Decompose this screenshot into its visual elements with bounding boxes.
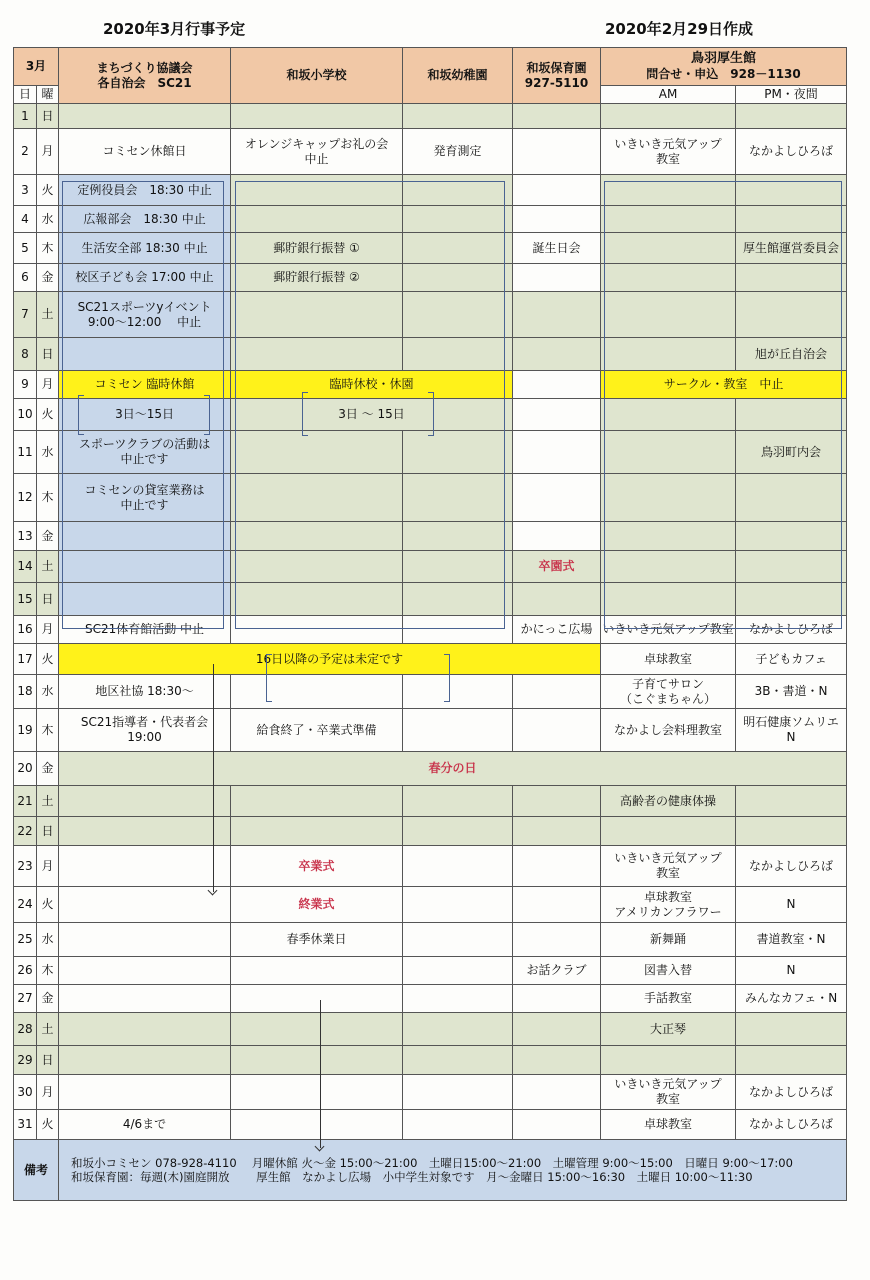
cell-nursery: [513, 1013, 601, 1046]
cell-elementary: [231, 206, 403, 233]
cell-elementary: [231, 104, 403, 129]
cell-kindergarten: [403, 264, 513, 292]
cell-kindergarten: [403, 292, 513, 338]
cell-welfare-pm: [736, 104, 847, 129]
cell-machizukuri: [59, 551, 231, 583]
day-number: 24: [14, 887, 37, 923]
cell-machizukuri: [59, 846, 231, 887]
table-row: [14, 292, 847, 338]
table-row: [14, 522, 847, 551]
cell-nursery: [513, 675, 601, 709]
table-row: [14, 1013, 847, 1046]
day-number: 8: [14, 338, 37, 371]
cell-welfare-pm: 旭が丘自治会: [736, 338, 847, 371]
cell-welfare-am: [601, 292, 736, 338]
table-row: [14, 104, 847, 129]
cell-welfare-am: いきいき元気アップ 教室: [601, 846, 736, 887]
cell-elementary: 郵貯銀行振替 ②: [231, 264, 403, 292]
cell-welfare-am: 子育てサロン （こぐまちゃん）: [601, 675, 736, 709]
cell-welfare-am: 手話教室: [601, 985, 736, 1013]
cell-elementary: 郵貯銀行振替 ①: [231, 233, 403, 264]
cell-welfare-pm: [736, 522, 847, 551]
day-number: 28: [14, 1013, 37, 1046]
cell-elementary: [231, 292, 403, 338]
day-of-week: 水: [37, 431, 59, 474]
cell-machizukuri: 校区子ども会 17:00 中止: [59, 264, 231, 292]
cell-machizukuri: [59, 522, 231, 551]
cell-welfare-pm: [736, 786, 847, 817]
day-of-week: 木: [37, 474, 59, 522]
cell-kindergarten: [403, 474, 513, 522]
day-number: 3: [14, 175, 37, 206]
cell-machizukuri: 3日～15日: [59, 399, 231, 431]
created-date: 2020年2月29日作成: [605, 20, 754, 38]
cell-machizukuri: コミセンの貸室業務は 中止です: [59, 474, 231, 522]
table-row: [14, 752, 847, 786]
cell-welfare-pm: [736, 399, 847, 431]
cell-welfare-pm: [736, 817, 847, 846]
document-title: 2020年3月行事予定: [103, 20, 246, 38]
day-number: 1: [14, 104, 37, 129]
day-number: 29: [14, 1046, 37, 1075]
day-number: 15: [14, 583, 37, 616]
cell-nursery: [513, 129, 601, 175]
day-of-week: 火: [37, 644, 59, 675]
day-of-week: 木: [37, 233, 59, 264]
cell-welfare-pm: なかよしひろば: [736, 616, 847, 644]
cell-elementary: [231, 175, 403, 206]
day-number: 23: [14, 846, 37, 887]
cell-kindergarten: [403, 675, 513, 709]
cell-kindergarten: [403, 1075, 513, 1110]
day-of-week: 土: [37, 786, 59, 817]
table-row: [14, 399, 847, 431]
cell-kindergarten: [403, 522, 513, 551]
cell-welfare-pm: 書道教室・N: [736, 923, 847, 957]
cell-welfare-pm: 3B・書道・N: [736, 675, 847, 709]
cell-elementary: 卒業式: [231, 846, 403, 887]
cell-welfare-pm: [736, 1013, 847, 1046]
table-row: [14, 583, 847, 616]
cell-welfare-am: [601, 233, 736, 264]
cell-machizukuri: [59, 1013, 231, 1046]
day-of-week: 火: [37, 1110, 59, 1140]
cell-nursery: [513, 206, 601, 233]
cell-welfare-am: なかよし会料理教室: [601, 709, 736, 752]
day-of-week: 金: [37, 985, 59, 1013]
cell-nursery: [513, 292, 601, 338]
table-row: [14, 264, 847, 292]
cell-welfare-pm: みんなカフェ・N: [736, 985, 847, 1013]
day-of-week: 火: [37, 399, 59, 431]
col-machizukuri-header: まちづくり協議会 各自治会 SC21: [59, 48, 231, 104]
day-of-week: 木: [37, 709, 59, 752]
table-row: [14, 206, 847, 233]
day-of-week: 日: [37, 817, 59, 846]
cell-kindergarten: [403, 887, 513, 923]
day-of-week: 日: [37, 1046, 59, 1075]
cell-elementary: [231, 786, 403, 817]
cell-machizukuri: [59, 1046, 231, 1075]
col-welfare-header: 鳥羽厚生館 問合せ・申込 928－1130: [601, 48, 847, 86]
day-of-week: 土: [37, 1013, 59, 1046]
cell-machizukuri: [59, 957, 231, 985]
cell-welfare-pm: なかよしひろば: [736, 1075, 847, 1110]
table-row: [14, 233, 847, 264]
cell-nursery: [513, 522, 601, 551]
cell-elementary: [231, 817, 403, 846]
cell-elementary: 春季休業日: [231, 923, 403, 957]
cell-elementary: 給食終了・卒業式準備: [231, 709, 403, 752]
day-of-week: 金: [37, 522, 59, 551]
cell-nursery: [513, 1075, 601, 1110]
cell-kindergarten: [403, 817, 513, 846]
day-of-week: 月: [37, 846, 59, 887]
cell-welfare-pm: なかよしひろば: [736, 129, 847, 175]
cell-welfare-am: [601, 522, 736, 551]
cell-nursery: [513, 399, 601, 431]
table-row: [14, 817, 847, 846]
table-row: [14, 1110, 847, 1140]
cell-kindergarten: [403, 923, 513, 957]
footer-label: 備考: [14, 1140, 59, 1201]
col-elementary-header: 和坂小学校: [231, 48, 403, 104]
day-of-week: 金: [37, 752, 59, 786]
cell-welfare-am: [601, 817, 736, 846]
cell-welfare-am: [601, 206, 736, 233]
cell-nursery: [513, 264, 601, 292]
cell-welfare-am: [601, 399, 736, 431]
cell-elementary: [231, 1110, 403, 1140]
cell-kindergarten: [403, 1013, 513, 1046]
cell-nursery: かにっこ広場: [513, 616, 601, 644]
cell-nursery: [513, 887, 601, 923]
cell-kindergarten: [403, 338, 513, 371]
table-row: [14, 431, 847, 474]
cell-elementary: [231, 551, 403, 583]
cell-kindergarten: [403, 709, 513, 752]
cell-welfare-pm: [736, 551, 847, 583]
day-of-week: 月: [37, 616, 59, 644]
cell-kindergarten: [403, 1110, 513, 1140]
table-row: [14, 709, 847, 752]
cell-machizukuri: コミセン 臨時休館: [59, 371, 231, 399]
cell-elementary: [231, 338, 403, 371]
cell-kindergarten: [403, 175, 513, 206]
cell-nursery: [513, 1046, 601, 1075]
cell-elementary: [231, 616, 403, 644]
cell-elementary: [231, 1046, 403, 1075]
cell-kindergarten: [403, 206, 513, 233]
day-number: 16: [14, 616, 37, 644]
cell-elementary: [231, 1013, 403, 1046]
cell-nursery: お話クラブ: [513, 957, 601, 985]
day-number: 11: [14, 431, 37, 474]
am-header: AM: [601, 86, 736, 104]
day-of-week: 火: [37, 887, 59, 923]
cell-elementary: 臨時休校・休園: [231, 371, 513, 399]
footer-notes: 和坂小コミセン 078-928-4110 月曜休館 火～金 15:00～21:00 土曜日15:00～21:00 土曜管理 9:00～15:00 日曜日 9:00～17:00 和坂保育園：毎週(木)園庭開放 厚生館 なかよし広場 小中学生対象です 月～金曜日 15:00～16:30 土曜日 10:00～11:30: [59, 1140, 847, 1201]
cell-nursery: [513, 474, 601, 522]
day-number: 5: [14, 233, 37, 264]
day-of-week: 水: [37, 923, 59, 957]
day-number: 19: [14, 709, 37, 752]
cell-welfare-pm: [736, 583, 847, 616]
cell-welfare-pm: 明石健康ソムリエ N: [736, 709, 847, 752]
cell-machizukuri: SC21指導者・代表者会 19:00: [59, 709, 231, 752]
cell-machizukuri: [59, 786, 231, 817]
cell-machizukuri: [59, 583, 231, 616]
cell-welfare-am: 大正琴: [601, 1013, 736, 1046]
pm-header: PM・夜間: [736, 86, 847, 104]
cell-elementary: 終業式: [231, 887, 403, 923]
cell-welfare-pm: [736, 292, 847, 338]
cell-machizukuri: [59, 887, 231, 923]
day-of-week: 土: [37, 292, 59, 338]
cell-kindergarten: [403, 233, 513, 264]
cell-nursery: [513, 817, 601, 846]
day-of-week: 月: [37, 371, 59, 399]
cell-machizukuri: [59, 817, 231, 846]
cell-kindergarten: [403, 104, 513, 129]
cell-welfare-am: [601, 583, 736, 616]
day-number: 18: [14, 675, 37, 709]
table-row: [14, 786, 847, 817]
cell-nursery: [513, 923, 601, 957]
cell-welfare-am: サークル・教室 中止: [601, 371, 847, 399]
cell-nursery: [513, 431, 601, 474]
day-of-week: 水: [37, 675, 59, 709]
day-number: 10: [14, 399, 37, 431]
cell-machizukuri: [59, 923, 231, 957]
cell-elementary: [231, 1075, 403, 1110]
notice-cell: 16日以降の予定は未定です: [59, 644, 601, 675]
col-nursery-header: 和坂保育園 927-5110: [513, 48, 601, 104]
day-number: 12: [14, 474, 37, 522]
day-number: 4: [14, 206, 37, 233]
table-row: [14, 551, 847, 583]
table-row: [14, 887, 847, 923]
cell-nursery: [513, 175, 601, 206]
cell-welfare-pm: [736, 264, 847, 292]
day-number: 7: [14, 292, 37, 338]
cell-welfare-pm: [736, 175, 847, 206]
cell-welfare-am: [601, 1046, 736, 1075]
cell-welfare-am: いきいき元気アップ 教室: [601, 1075, 736, 1110]
table-row: [14, 616, 847, 644]
table-row: [14, 923, 847, 957]
table-row: [14, 985, 847, 1013]
cell-welfare-pm: [736, 474, 847, 522]
cell-machizukuri: 4/6まで: [59, 1110, 231, 1140]
cell-kindergarten: [403, 846, 513, 887]
cell-nursery: [513, 709, 601, 752]
cell-welfare-am: [601, 264, 736, 292]
cell-nursery: [513, 583, 601, 616]
cell-machizukuri: 地区社協 18:30～: [59, 675, 231, 709]
day-number: 21: [14, 786, 37, 817]
table-row: [14, 371, 847, 399]
day-of-week: 日: [37, 104, 59, 129]
cell-welfare-am: いきいき元気アップ教室: [601, 616, 736, 644]
dow-header: 曜: [37, 86, 59, 104]
day-of-week: 火: [37, 175, 59, 206]
day-of-week: 日: [37, 583, 59, 616]
table-row: [14, 675, 847, 709]
cell-welfare-pm: 鳥羽町内会: [736, 431, 847, 474]
cell-welfare-am: [601, 175, 736, 206]
cell-nursery: [513, 104, 601, 129]
cell-nursery: [513, 371, 601, 399]
cell-welfare-pm: N: [736, 957, 847, 985]
cell-machizukuri: SC21体育館活動 中止: [59, 616, 231, 644]
cell-welfare-pm: なかよしひろば: [736, 846, 847, 887]
cell-machizukuri: [59, 338, 231, 371]
cell-welfare-am: [601, 431, 736, 474]
day-number: 26: [14, 957, 37, 985]
table-row: [14, 644, 847, 675]
day-number: 17: [14, 644, 37, 675]
cell-kindergarten: [403, 786, 513, 817]
table-row: [14, 175, 847, 206]
cell-nursery: 卒園式: [513, 551, 601, 583]
day-number: 25: [14, 923, 37, 957]
cell-welfare-am: いきいき元気アップ 教室: [601, 129, 736, 175]
cell-machizukuri: [59, 1075, 231, 1110]
cell-elementary: [231, 985, 403, 1013]
cell-kindergarten: [403, 616, 513, 644]
cell-welfare-pm: [736, 206, 847, 233]
day-of-week: 木: [37, 957, 59, 985]
cell-elementary: [231, 431, 403, 474]
cell-elementary: オレンジキャップお礼の会 中止: [231, 129, 403, 175]
day-of-week: 水: [37, 206, 59, 233]
day-of-week: 月: [37, 129, 59, 175]
cell-elementary: [231, 474, 403, 522]
cell-kindergarten: [403, 957, 513, 985]
table-row: [14, 338, 847, 371]
table-row: [14, 129, 847, 175]
day-number: 14: [14, 551, 37, 583]
cell-welfare-am: 卓球教室: [601, 644, 736, 675]
cell-nursery: [513, 786, 601, 817]
cell-elementary: [231, 522, 403, 551]
cell-kindergarten: [403, 431, 513, 474]
cell-welfare-am: [601, 551, 736, 583]
cell-nursery: [513, 985, 601, 1013]
cell-welfare-pm: 子どもカフェ: [736, 644, 847, 675]
cell-welfare-pm: N: [736, 887, 847, 923]
day-number: 9: [14, 371, 37, 399]
table-row: [14, 474, 847, 522]
cell-machizukuri: 広報部会 18:30 中止: [59, 206, 231, 233]
cell-elementary: [231, 675, 403, 709]
cell-nursery: [513, 1110, 601, 1140]
cell-welfare-am: 図書入替: [601, 957, 736, 985]
cell-machizukuri: 定例役員会 18:30 中止: [59, 175, 231, 206]
cell-kindergarten: [403, 1046, 513, 1075]
col-kindergarten-header: 和坂幼稚園: [403, 48, 513, 104]
cell-welfare-am: [601, 338, 736, 371]
table-row: [14, 1075, 847, 1110]
schedule-table: [13, 47, 847, 1201]
day-number: 31: [14, 1110, 37, 1140]
cell-kindergarten: [403, 551, 513, 583]
day-number: 13: [14, 522, 37, 551]
month-label: 3月: [14, 48, 59, 86]
table-row: [14, 1046, 847, 1075]
table-row: [14, 846, 847, 887]
cell-kindergarten: [403, 985, 513, 1013]
day-number: 22: [14, 817, 37, 846]
cell-machizukuri: コミセン休館日: [59, 129, 231, 175]
cell-welfare-am: 卓球教室: [601, 1110, 736, 1140]
cell-welfare-am: [601, 104, 736, 129]
day-number: 6: [14, 264, 37, 292]
cell-machizukuri: スポーツクラブの活動は 中止です: [59, 431, 231, 474]
cell-elementary: [231, 957, 403, 985]
holiday-cell: 春分の日: [59, 752, 847, 786]
cell-machizukuri: [59, 985, 231, 1013]
day-number: 2: [14, 129, 37, 175]
cell-kindergarten: 発育測定: [403, 129, 513, 175]
day-number: 27: [14, 985, 37, 1013]
day-of-week: 月: [37, 1075, 59, 1110]
cell-welfare-am: 新舞踊: [601, 923, 736, 957]
cell-welfare-pm: 厚生館運営委員会: [736, 233, 847, 264]
day-number: 20: [14, 752, 37, 786]
cell-kindergarten: [403, 583, 513, 616]
cell-machizukuri: 生活安全部 18:30 中止: [59, 233, 231, 264]
cell-welfare-pm: なかよしひろば: [736, 1110, 847, 1140]
day-of-week: 日: [37, 338, 59, 371]
day-of-week: 金: [37, 264, 59, 292]
cell-welfare-am: 高齢者の健康体操: [601, 786, 736, 817]
cell-machizukuri: SC21スポーツyイベント 9:00～12:00 中止: [59, 292, 231, 338]
cell-welfare-am: 卓球教室 アメリカンフラワー: [601, 887, 736, 923]
cell-nursery: 誕生日会: [513, 233, 601, 264]
cell-nursery: [513, 846, 601, 887]
cell-welfare-pm: [736, 1046, 847, 1075]
table-row: [14, 957, 847, 985]
cell-elementary: 3日 ～ 15日: [231, 399, 513, 431]
day-header: 日: [14, 86, 37, 104]
cell-nursery: [513, 338, 601, 371]
day-of-week: 土: [37, 551, 59, 583]
cell-elementary: [231, 583, 403, 616]
day-number: 30: [14, 1075, 37, 1110]
cell-machizukuri: [59, 104, 231, 129]
cell-welfare-am: [601, 474, 736, 522]
